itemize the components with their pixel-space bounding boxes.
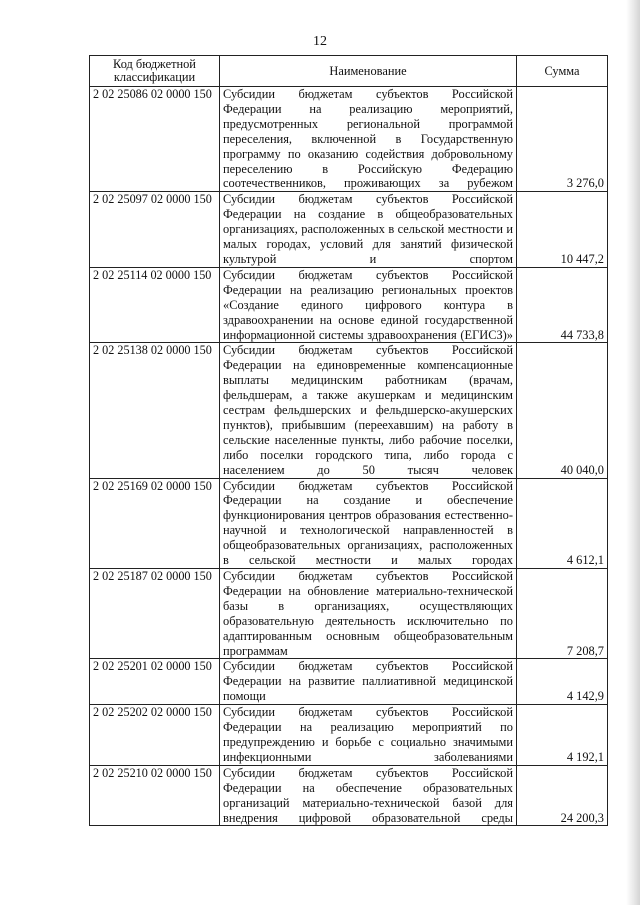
table-row (90, 765, 608, 826)
row-code: 2 02 25169 02 0000 150 (90, 478, 220, 568)
row-name: Субсидии бюджетам субъектов Российской Федерации на реализацию мероприятий, предусмотренных региональной программой переселения, включенной в Государственную программу по оказанию содействия добровольному переселению в Российскую Федерацию соотечественников, проживающих за рубежом (220, 87, 517, 192)
row-name: Субсидии бюджетам субъектов Российской Федерации на развитие паллиативной медицинской помощи (220, 659, 517, 705)
row-name: Субсидии бюджетам субъектов Российской Федерации на реализацию региональных проектов «Создание единого цифрового контура в здравоохранении на основе единой государственной информационной системы здравоохранения (ЕГИСЗ)» (220, 267, 517, 343)
table-row (90, 659, 608, 705)
table-row (90, 343, 608, 478)
row-code: 2 02 25114 02 0000 150 (90, 267, 220, 343)
row-name: Субсидии бюджетам субъектов Российской Федерации на обеспечение образовательных организаций материально-технической базой для внедрения цифровой образовательной среды (220, 765, 517, 826)
row-sum: 3 276,0 (517, 87, 608, 192)
row-code: 2 02 25086 02 0000 150 (90, 87, 220, 192)
row-code: 2 02 25138 02 0000 150 (90, 343, 220, 478)
row-sum: 4 192,1 (517, 705, 608, 766)
row-sum: 4 142,9 (517, 659, 608, 705)
table-row (90, 569, 608, 659)
table-row (90, 478, 608, 568)
row-sum: 10 447,2 (517, 192, 608, 268)
page-number: 12 (313, 34, 327, 49)
row-code: 2 02 25187 02 0000 150 (90, 569, 220, 659)
row-sum: 24 200,3 (517, 765, 608, 826)
row-name: Субсидии бюджетам субъектов Российской Федерации на создание в общеобразовательных организациях, расположенных в сельской местности и малых городах, условий для занятий физической культурой и спортом (220, 192, 517, 268)
row-name: Субсидии бюджетам субъектов Российской Федерации на единовременные компенсационные выплаты медицинским работникам (врачам, фельдшерам, а также акушеркам и медицинским сестрам фельдшерских и фельдшерско-акушерских пунктов), прибывшим (переехавшим) на работу в сельские населенные пункты, либо рабочие поселки, либо поселки городского типа, либо города с населением до 50 тысяч человек (220, 343, 517, 478)
header-sum: Сумма (517, 56, 608, 87)
table-row (90, 705, 608, 766)
table-header-row (90, 56, 608, 87)
row-sum: 4 612,1 (517, 478, 608, 568)
row-code: 2 02 25202 02 0000 150 (90, 705, 220, 766)
table-row (90, 87, 608, 192)
row-sum: 44 733,8 (517, 267, 608, 343)
header-code: Код бюджетной классификации (90, 56, 220, 87)
header-name: Наименование (220, 56, 517, 87)
row-name: Субсидии бюджетам субъектов Российской Федерации на создание и обеспечение функционирования центров образования естественно-научной и технологической направленностей в общеобразовательных организациях, расположенных в сельской местности и малых городах (220, 478, 517, 568)
row-sum: 40 040,0 (517, 343, 608, 478)
row-name: Субсидии бюджетам субъектов Российской Федерации на реализацию мероприятий по предупреждению и борьбе с социально значимыми инфекционными заболеваниями (220, 705, 517, 766)
row-code: 2 02 25210 02 0000 150 (90, 765, 220, 826)
row-code: 2 02 25201 02 0000 150 (90, 659, 220, 705)
row-name: Субсидии бюджетам субъектов Российской Федерации на обновление материально-технической базы в организациях, осуществляющих образовательную деятельность исключительно по адаптированным основным общеобразовательным программам (220, 569, 517, 659)
table-row (90, 267, 608, 343)
row-code: 2 02 25097 02 0000 150 (90, 192, 220, 268)
page-edge-shadow (626, 0, 640, 905)
table-row (90, 192, 608, 268)
row-sum: 7 208,7 (517, 569, 608, 659)
budget-table (89, 55, 608, 826)
